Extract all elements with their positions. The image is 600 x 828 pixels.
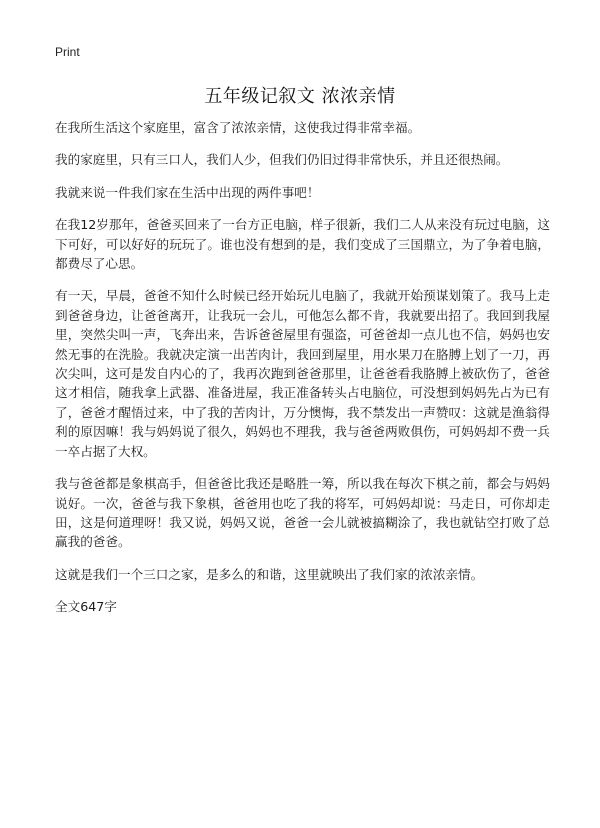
word-count: 全文647字 [55, 599, 117, 615]
paragraph: 我与爸爸都是象棋高手，但爸爸比我还是略胜一筹，所以我在每次下棋之前，都会与妈妈说好。一次，爸爸与我下象棋，爸爸用也吃了我的将军，可妈妈却说：马走日，可你却走田，这是何道理呀！我又说，妈妈又说，爸爸一会儿就被搞糊涂了，我也就钻空打败了总赢我的爸爸。 [55, 476, 550, 550]
paragraph: 有一天，早晨，爸爸不知什么时候已经开始玩儿电脑了，我就开始预谋划策了。我马上走到爸爸身边，让爸爸离开，让我玩一会儿，可他怎么都不肯，我就要出招了。我回到我屋里，突然尖叫一声，飞奔出来，告诉爸爸屋里有强盗，可爸爸却一点儿也不信，妈妈也安然无事的在洗脸。我就决定演一出苦肉计，我回到屋里，用水果刀在胳膊上划了一刀，再次尖叫，这可是发自内心的了，我再次跑到爸爸那里，让爸爸看我胳膊上被砍伤了，爸爸这才相信，随我拿上武器、准备进屋，我正准备转头占电脑位，可没想到妈妈先占为已有了，爸爸才醒悟过来，中了我的苦肉计，万分懊悔，我不禁发出一声赞叹：这就是渔翁得利的原因嘛！我与妈妈说了很久，妈妈也不理我，我与爸爸两败俱伤，可妈妈却不费一兵一卒占据了大权。 [55, 288, 550, 459]
paragraph: 在我12岁那年，爸爸买回来了一台方正电脑，样子很新，我们二人从来没有玩过电脑，这下可好，可以好好的玩玩了。谁也没有想到的是，我们变成了三国鼎立，为了争着电脑，都费尽了心思。 [55, 217, 550, 272]
print-link[interactable]: Print [55, 45, 80, 59]
article-title: 五年级记叙文 浓浓亲情 [204, 86, 396, 107]
paragraph: 这就是我们一个三口之家，是多么的和谐，这里就映出了我们家的浓浓亲情。 [55, 566, 484, 582]
paragraph: 我的家庭里，只有三口人，我们人少，但我们仍旧过得非常快乐，并且还很热闹。 [55, 152, 509, 168]
article-body [55, 118, 550, 617]
paragraph: 在我所生活这个家庭里，富含了浓浓亲情，这使我过得非常幸福。 [55, 120, 421, 135]
paragraph: 我就来说一件我们家在生活中出现的两件事吧！ [55, 184, 320, 200]
